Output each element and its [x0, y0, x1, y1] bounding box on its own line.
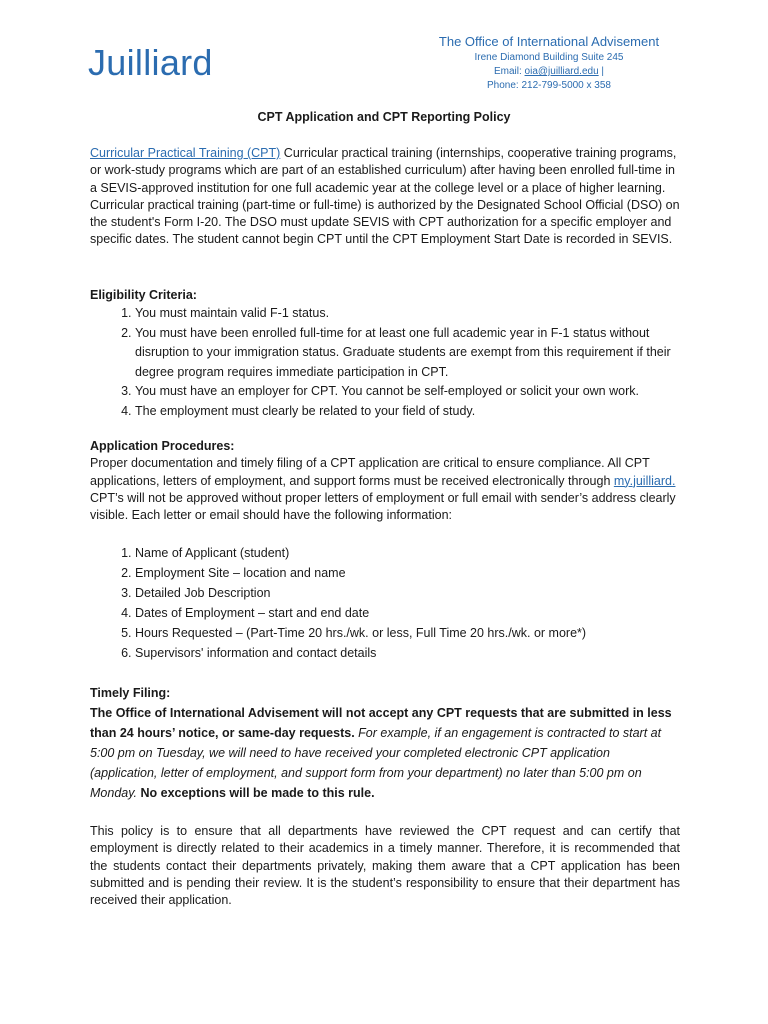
- list-item: 4. Dates of Employment – start and end date: [135, 603, 680, 623]
- procedures-section: [90, 438, 680, 524]
- list-item: 6. Supervisors' information and contact details: [135, 643, 680, 663]
- timely-bold-end: No exceptions will be made to this rule.: [137, 786, 375, 800]
- office-contact-block: [430, 34, 668, 93]
- list-item: 4. The employment must clearly be related to your field of study.: [135, 402, 680, 422]
- eligibility-heading: Eligibility Criteria:: [90, 288, 197, 302]
- timely-heading: Timely Filing:: [90, 686, 171, 700]
- list-item: 1. Name of Applicant (student): [135, 543, 680, 563]
- list-item: 2. You must have been enrolled full-time for at least one full academic year in F-1 status without disruption to your immigration status. Graduate students are exempt from this requirement if their degree program requires immediate participation in CPT.: [135, 324, 680, 383]
- email-label: Email:: [493, 66, 522, 77]
- office-email-line: [430, 65, 668, 79]
- procedures-heading: Application Procedures:: [90, 439, 235, 453]
- info-requirements: [90, 543, 680, 663]
- email-separator: |: [601, 66, 605, 77]
- cpt-link[interactable]: Curricular Practical Training (CPT): [90, 146, 281, 160]
- list-item: 2. Employment Site – location and name: [135, 563, 680, 583]
- office-building: Irene Diamond Building Suite 245: [474, 52, 624, 63]
- office-phone: Phone: 212-799-5000 x 358: [487, 80, 611, 91]
- intro-paragraph: [90, 145, 680, 249]
- list-item: 1. You must maintain valid F-1 status.: [135, 304, 680, 324]
- list-item: 5. Hours Requested – (Part-Time 20 hrs./wk. or less, Full Time 20 hrs./wk. or more*): [135, 623, 680, 643]
- list-item: 3. Detailed Job Description: [135, 583, 680, 603]
- email-link[interactable]: oia@juilliard.edu: [524, 66, 599, 77]
- eligibility-list: [90, 304, 680, 421]
- intro-text: Curricular practical training (internships, cooperative training programs, or work-study programs which are part of an established curriculum) after having been enrolled full-time in a SEVIS-approved institution for one full academic year at the college level or a place of higher learning. Curricular practical training (part-time or full-time) is authorized by the Designated School Official (DSO) on the student's Form I-20. The DSO must update SEVIS with CPT authorization for a specific employer and specific dates. The student cannot begin CPT until the CPT Employment Start Date is recorded in SEVIS.: [90, 146, 680, 247]
- procedures-text-before: Proper documentation and timely filing of a CPT application are critical to ensure compliance. All CPT applications, letters of employment, and support forms must be received electronically through: [90, 456, 650, 488]
- policy-paragraph: This policy is to ensure that all departments have reviewed the CPT request and can certify that employment is directly related to their academics in a timely manner. Therefore, it is recommended that the students contact their departments privately, making them aware that a CPT application has been submitted and is pending their review. It is the student’s responsibility to ensure that their department has received their application.: [90, 824, 680, 908]
- juilliard-logo: Juilliard: [88, 42, 213, 83]
- timely-paragraph: [90, 703, 680, 803]
- office-name: The Office of International Advisement: [438, 34, 660, 49]
- list-item: 3. You must have an employer for CPT. You cannot be self-employed or solicit your own work.: [135, 382, 680, 402]
- procedures-paragraph: [90, 455, 680, 524]
- eligibility-section: [90, 287, 680, 421]
- timely-bold: The Office of International Advisement will not accept any CPT requests that are submitted in less than 24 hours’ notice, or same-day requests.: [90, 706, 672, 740]
- timely-filing-section: [90, 683, 680, 803]
- my-juilliard-link[interactable]: my.juilliard.: [613, 473, 676, 488]
- page-title: CPT Application and CPT Reporting Policy: [257, 110, 511, 124]
- info-list: [90, 543, 680, 663]
- timely-italic: For example, if an engagement is contracted to start at 5:00 pm on Tuesday, we will need to have received your completed electronic CPT application (application, letter of employment, and support form from your department) no later than 5:00 pm on Monday.: [90, 726, 662, 800]
- procedures-text-after: CPT’s will not be approved without proper letters of employment or full email with sender’s address clearly visible. Each letter or email should have the following information:: [90, 490, 676, 523]
